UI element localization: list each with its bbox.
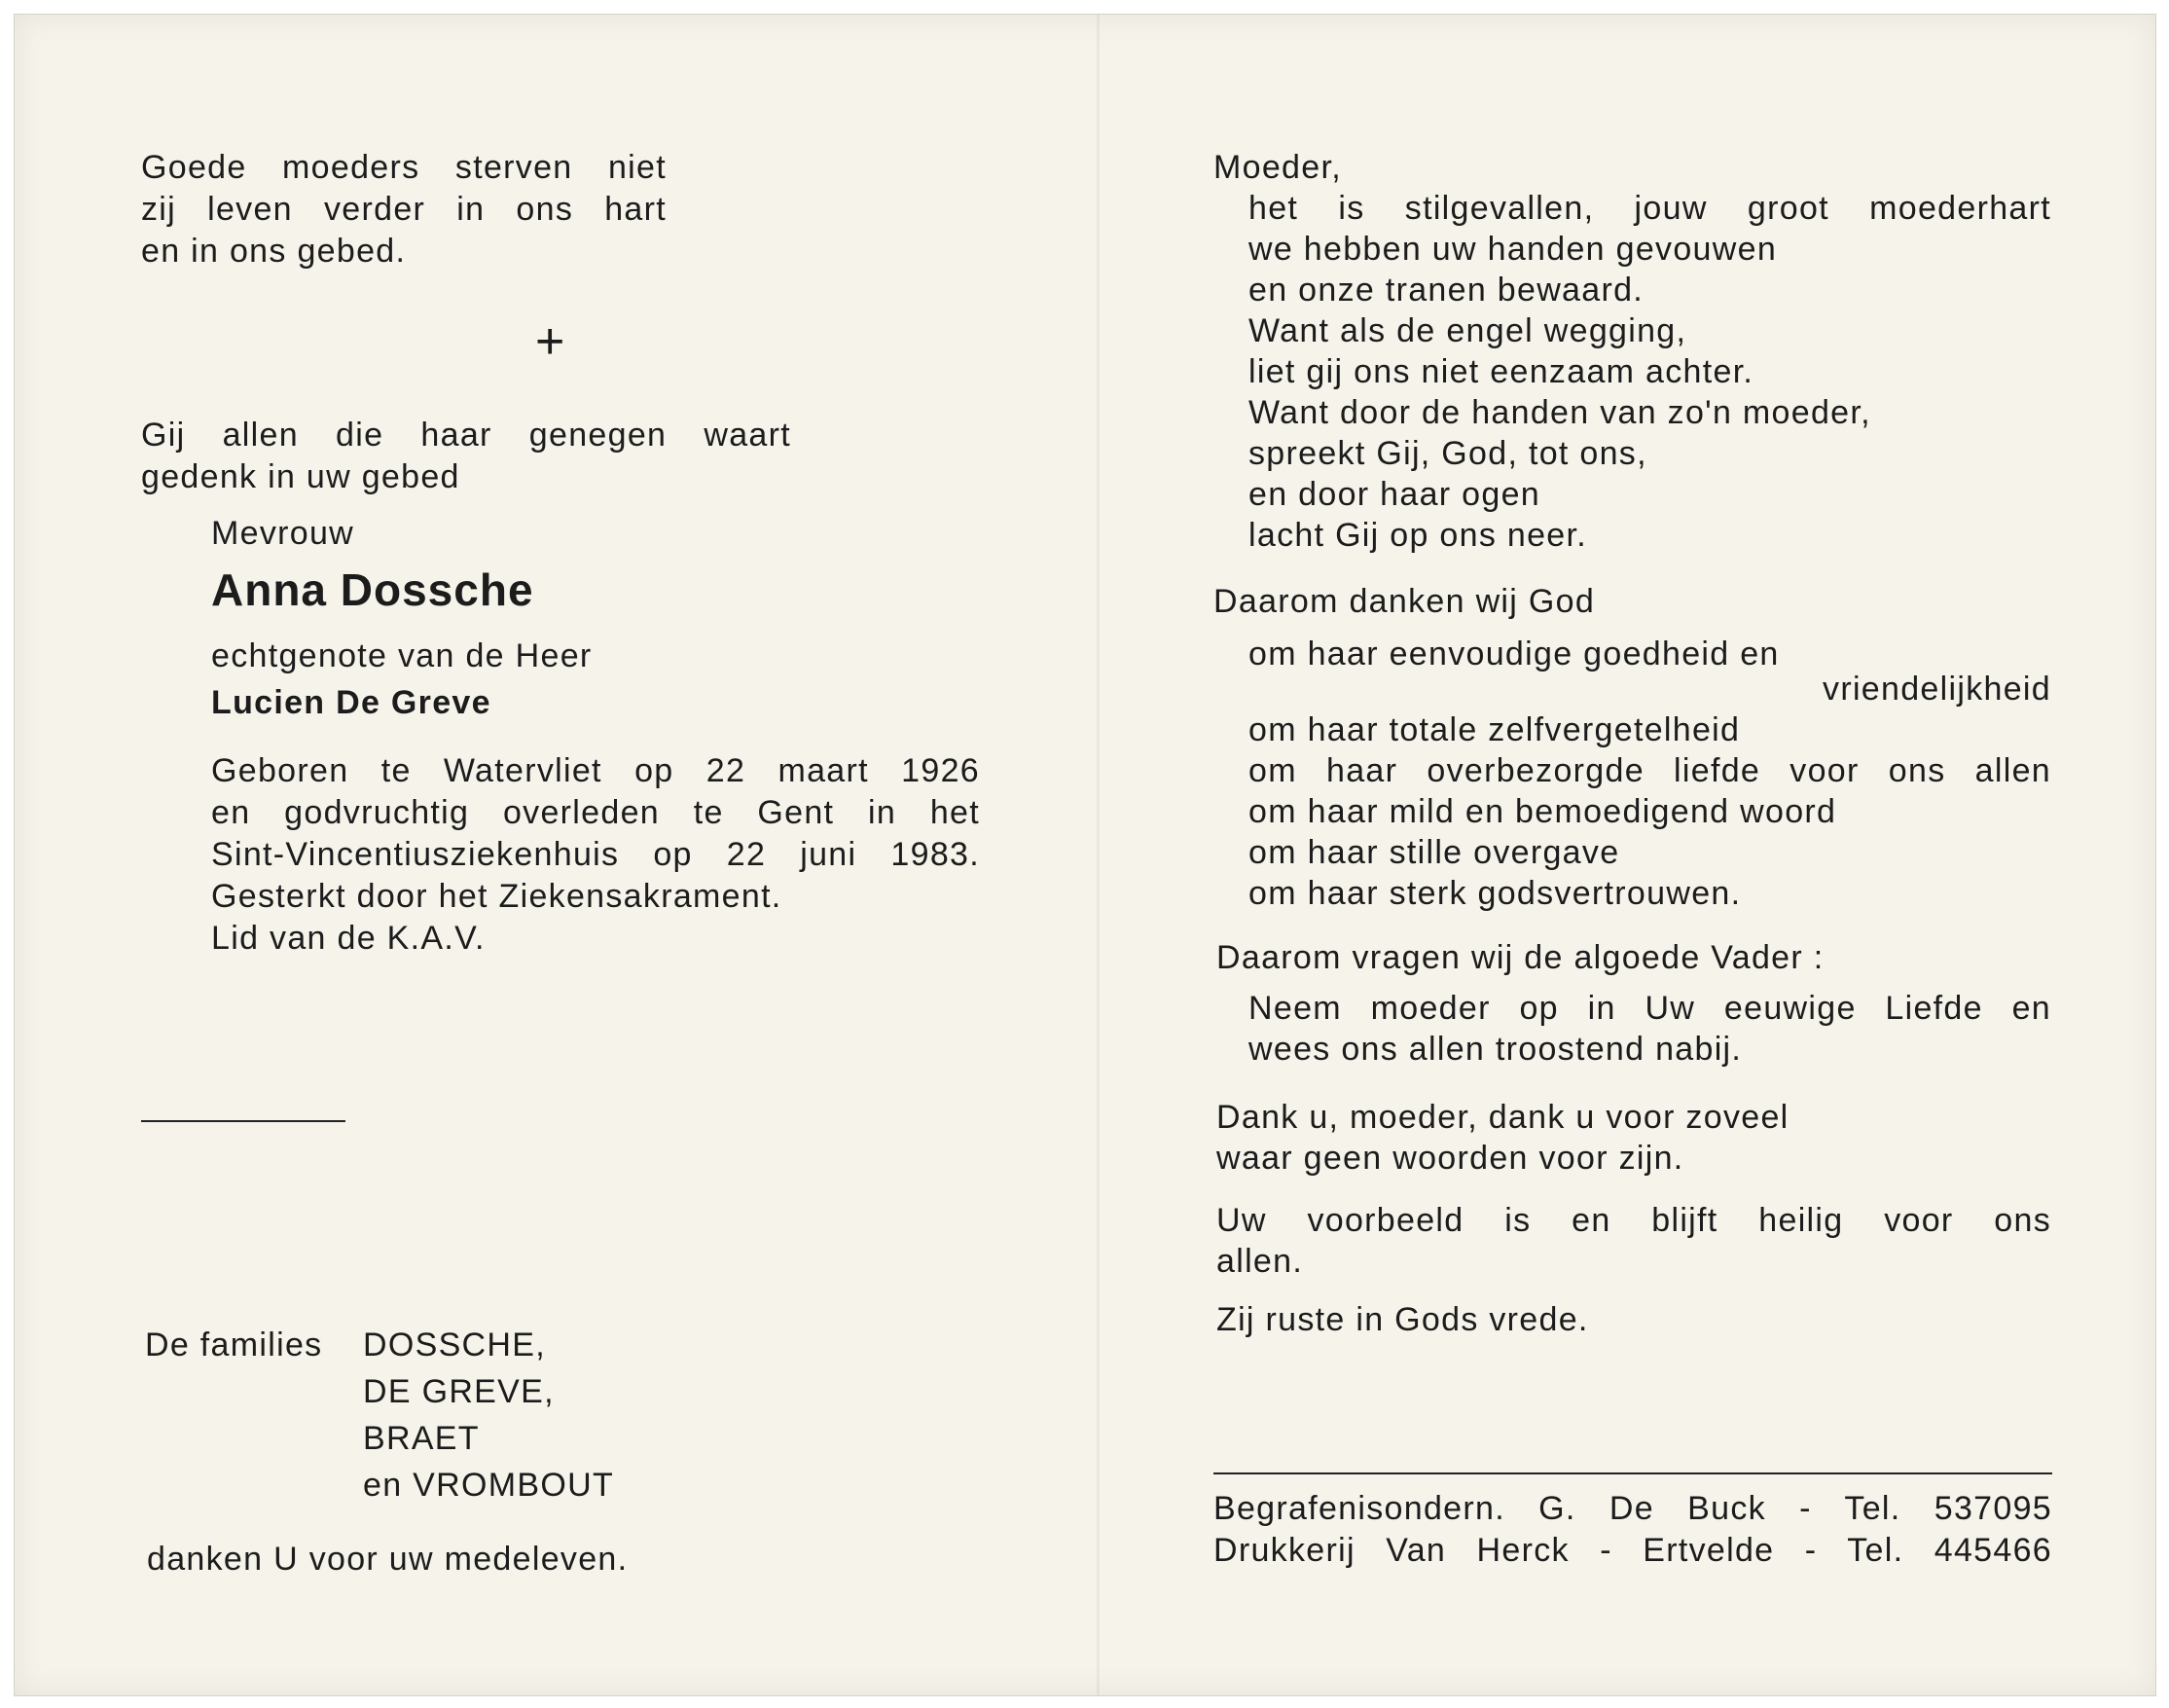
appeal-line-2: gedenk in uw gebed <box>141 458 460 495</box>
dank-line-2: waar geen woorden voor zijn. <box>1216 1140 1684 1177</box>
ask-heading: Daarom vragen wij de algoede Vader : <box>1216 939 1825 976</box>
family-name-3: BRAET <box>363 1420 480 1457</box>
poem-line-7: spreekt Gij, God, tot ons, <box>1248 435 1647 472</box>
memorial-card <box>14 14 2156 1696</box>
cross-symbol: + <box>535 313 565 370</box>
poem-line-1: het is stilgevallen, jouw groot moederhart <box>1248 190 2051 227</box>
family-name-1: DOSSCHE, <box>363 1326 546 1363</box>
bio-line-3: Sint-Vincentiusziekenhuis op 22 juni 1983. <box>211 836 980 873</box>
bio-line-1: Geboren te Watervliet op 22 maart 1926 <box>211 752 980 789</box>
appeal-line-1: Gij allen die haar genegen waart <box>141 417 791 454</box>
poem-line-9: lacht Gij op ons neer. <box>1248 517 1588 554</box>
thanks-line: danken U voor uw medeleven. <box>147 1541 629 1578</box>
thank-item-3: om haar overbezorgde liefde voor ons allen <box>1248 752 2051 789</box>
deceased-name: Anna Dossche <box>211 564 534 615</box>
intro-line-1: Goede moeders sterven niet <box>141 149 667 186</box>
example-line-2: allen. <box>1216 1243 1304 1280</box>
intro-line-2: zij leven verder in ons hart <box>141 191 667 228</box>
bio-line-2: en godvruchtig overleden te Gent in het <box>211 794 980 831</box>
title-mevrouw: Mevrouw <box>211 515 355 552</box>
families-prefix: De families <box>145 1326 323 1363</box>
poem-line-3: en onze tranen bewaard. <box>1248 272 1645 309</box>
footer-undertaker: Begrafenisondern. G. De Buck - Tel. 537095 <box>1213 1490 2052 1527</box>
family-name-2: DE GREVE, <box>363 1373 555 1410</box>
thank-item-6: om haar sterk godsvertrouwen. <box>1248 875 1742 912</box>
footer-rule <box>1213 1472 2052 1474</box>
bio-line-4: Gesterkt door het Ziekensakrament. <box>211 878 782 915</box>
poem-line-8: en door haar ogen <box>1248 476 1540 513</box>
poem-line-2: we hebben uw handen gevouwen <box>1248 231 1778 268</box>
footer-printer: Drukkerij Van Herck - Ertvelde - Tel. 445466 <box>1213 1532 2052 1569</box>
family-name-4: en VROMBOUT <box>363 1467 615 1504</box>
thank-item-2: om haar totale zelfvergetelheid <box>1248 711 1741 748</box>
dank-line-1: Dank u, moeder, dank u voor zoveel <box>1216 1099 1789 1136</box>
poem-line-6: Want door de handen van zo'n moeder, <box>1248 394 1871 431</box>
thank-item-5: om haar stille overgave <box>1248 834 1620 871</box>
card-fold <box>1097 15 1100 1695</box>
poem-heading: Moeder, <box>1213 149 1342 186</box>
example-line-1: Uw voorbeeld is en blijft heilig voor ons <box>1216 1202 2051 1239</box>
thank-item-1-cont: vriendelijkheid <box>1823 671 2051 708</box>
spouse-name: Lucien De Greve <box>211 684 491 721</box>
thank-item-4: om haar mild en bemoedigend woord <box>1248 793 1837 830</box>
spouse-line: echtgenote van de Heer <box>211 637 593 674</box>
ask-line-1: Neem moeder op in Uw eeuwige Liefde en <box>1248 990 2051 1027</box>
ask-line-2: wees ons allen troostend nabij. <box>1248 1031 1743 1068</box>
thank-heading: Daarom danken wij God <box>1213 583 1596 620</box>
intro-line-3: en in ons gebed. <box>141 233 407 270</box>
bio-line-5: Lid van de K.A.V. <box>211 920 486 957</box>
thank-item-1: om haar eenvoudige goedheid en <box>1248 636 1780 672</box>
poem-line-5: liet gij ons niet eenzaam achter. <box>1248 353 1754 390</box>
separator-rule <box>141 1120 345 1122</box>
poem-line-4: Want als de engel wegging, <box>1248 312 1687 349</box>
rest-line: Zij ruste in Gods vrede. <box>1216 1301 1589 1338</box>
